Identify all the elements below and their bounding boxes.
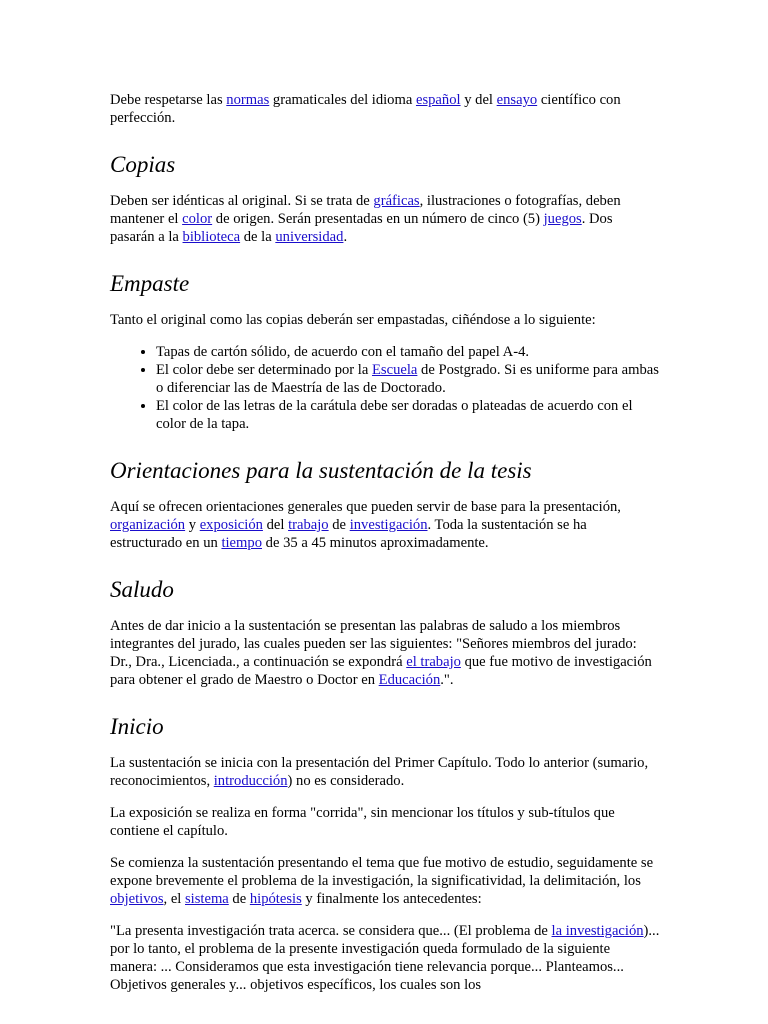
heading-inicio: Inicio — [110, 714, 164, 739]
link-escuela[interactable]: Escuela — [372, 362, 418, 378]
inicio-paragraph-1 — [110, 754, 660, 790]
text: que fue motivo de investigación para obtener el grado de Maestro o Doctor en — [110, 654, 652, 688]
list-item: • El color de las letras de la carátula debe ser doradas o plateadas de acuerdo con el color de la tapa. — [156, 397, 660, 433]
inicio-paragraph-2: La exposición se realiza en forma "corrida", sin mencionar los títulos y sub-títulos que contiene el capítulo. — [110, 805, 615, 839]
heading-copias: Copias — [110, 152, 176, 177]
link-universidad[interactable]: universidad — [275, 229, 344, 245]
text: Deben ser idénticas al original. Si se trata de — [110, 193, 374, 209]
document-body — [110, 91, 660, 1008]
text: de — [228, 891, 250, 907]
link-biblioteca[interactable]: biblioteca — [182, 229, 241, 245]
text: . — [343, 229, 348, 245]
heading-empaste: Empaste — [110, 271, 190, 296]
inicio-paragraph-4 — [110, 922, 660, 994]
text: , el — [163, 891, 185, 907]
empaste-intro: Tanto el original como las copias deberán ser empastadas, ciñéndose a lo siguiente: — [110, 312, 596, 328]
text: , ilustraciones o fotografías, deben mantener el — [110, 193, 621, 227]
link-ensayo[interactable]: ensayo — [496, 92, 538, 108]
link-color[interactable]: color — [182, 211, 213, 227]
text: y finalmente los antecedentes: — [301, 891, 482, 907]
text: . Toda la sustentación se ha estructurado en un — [110, 517, 587, 551]
text: Debe respetarse las — [110, 92, 227, 108]
list-item — [156, 361, 660, 397]
link-introduccion[interactable]: introducción — [213, 773, 288, 789]
text: científico con perfección. — [110, 92, 621, 126]
text: .". — [440, 672, 454, 688]
link-trabajo[interactable]: trabajo — [288, 517, 329, 533]
text: del — [262, 517, 289, 533]
text: de la — [240, 229, 276, 245]
orientaciones-paragraph — [110, 498, 660, 552]
text: de 35 a 45 minutos aproximadamente. — [262, 535, 489, 551]
heading-saludo: Saludo — [110, 577, 174, 602]
link-espanol[interactable]: español — [415, 92, 461, 108]
inicio-paragraph-3 — [110, 854, 660, 908]
text: de Postgrado. Si es uniforme para ambas o diferenciar las de Maestría de las de Doctorado. — [156, 362, 659, 396]
link-educacion[interactable]: Educación — [378, 672, 441, 688]
empaste-list — [110, 343, 660, 433]
text: La sustentación se inicia con la presentación del Primer Capítulo. Todo lo anterior (sumario, reconocimientos, — [110, 755, 649, 789]
text: y del — [460, 92, 497, 108]
intro-paragraph — [110, 91, 660, 127]
text: ) no es considerado. — [287, 773, 405, 789]
text: gramaticales del idioma — [269, 92, 416, 108]
link-investigacion[interactable]: investigación — [349, 517, 428, 533]
text: Antes de dar inicio a la sustentación se presentan las palabras de saludo a los miembros integrantes del jurado, las cuales pueden ser las siguientes: "Señores miembros del jurado: Dr., Dra., Licenciada., a continuación se expondrá — [110, 618, 637, 670]
text: Se comienza la sustentación presentando el tema que fue motivo de estudio, seguidamente se expone brevemente el problema de la investigación, la significatividad, la delimitación, los — [110, 855, 654, 889]
link-organizacion[interactable]: organización — [110, 517, 186, 533]
text: . Dos pasarán a la — [110, 211, 613, 245]
text: Aquí se ofrecen orientaciones generales que pueden servir de base para la presentación, — [110, 499, 621, 515]
link-graficas[interactable]: gráficas — [373, 193, 420, 209]
link-tiempo[interactable]: tiempo — [221, 535, 262, 551]
heading-orientaciones: Orientaciones para la sustentación de la tesis — [110, 458, 532, 483]
link-normas[interactable]: normas — [226, 92, 270, 108]
text: )... por lo tanto, el problema de la presente investigación queda formulado de la siguiente manera: ... Consideramos que esta investigación tiene relevancia porque... Planteamos... Objetivos generales y... objetivos específicos, los cuales son los — [110, 923, 660, 993]
text: "La presenta investigación trata acerca. se considera que... (El problema de — [110, 923, 552, 939]
link-el-trabajo[interactable]: el trabajo — [406, 654, 461, 670]
link-objetivos[interactable]: objetivos — [110, 891, 164, 907]
text: El color debe ser determinado por la — [156, 362, 372, 378]
list-item: • Tapas de cartón sólido, de acuerdo con el tamaño del papel A-4. — [156, 343, 660, 361]
link-exposicion[interactable]: exposición — [199, 517, 263, 533]
link-hipotesis[interactable]: hipótesis — [249, 891, 302, 907]
link-sistema[interactable]: sistema — [185, 891, 229, 907]
text: de — [328, 517, 350, 533]
saludo-paragraph — [110, 617, 660, 689]
text: y — [185, 517, 200, 533]
copias-paragraph — [110, 192, 660, 246]
link-la-investigacion[interactable]: la investigación — [551, 923, 644, 939]
text: de origen. Serán presentadas en un número de cinco (5) — [212, 211, 544, 227]
link-juegos[interactable]: juegos — [543, 211, 582, 227]
